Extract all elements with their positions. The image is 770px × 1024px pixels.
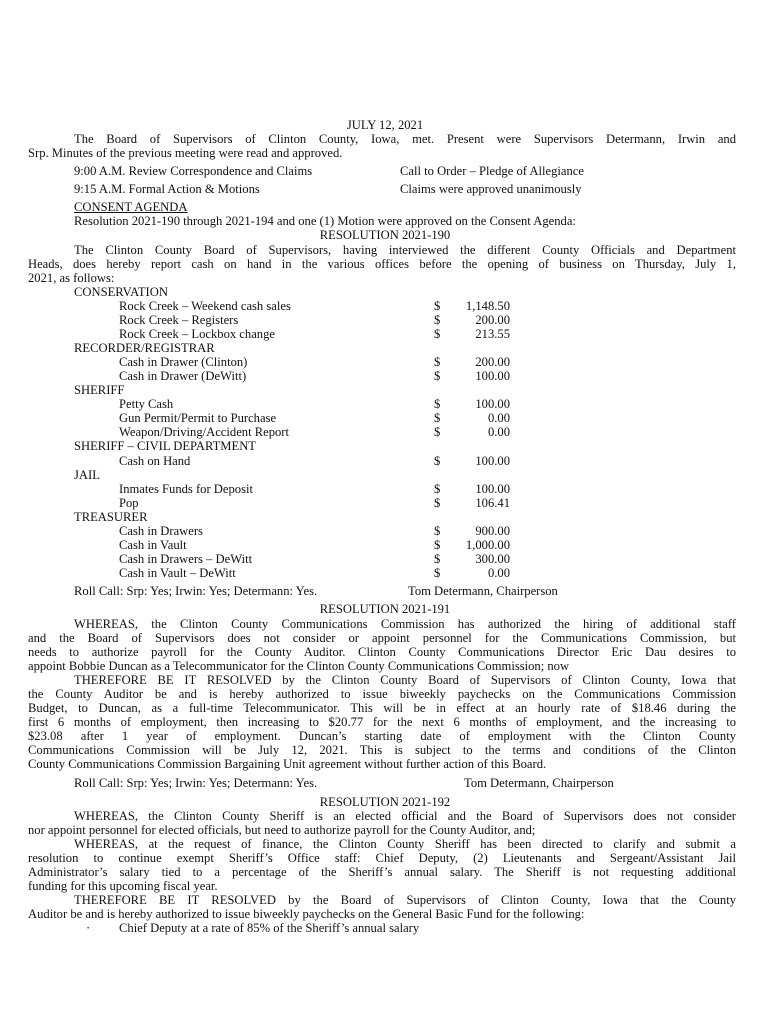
res192-line: THEREFORE BE IT RESOLVED by the Board of Supervisors of Clinton County, Iowa that the County xyxy=(74,893,736,907)
cash-item-label: Cash in Drawers – DeWitt xyxy=(119,552,253,566)
res192-line: funding for this upcoming fiscal year. xyxy=(28,879,218,893)
res191-line: THEREFORE BE IT RESOLVED by the Clinton County Board of Supervisors of Clinton County, Iowa that xyxy=(74,673,736,687)
res191-line: County Communications Commission Bargaining Unit agreement without further action of this Board. xyxy=(28,757,547,771)
consent-agenda-heading: CONSENT AGENDA xyxy=(74,200,188,214)
res191-line: the County Auditor be and is hereby authorized to issue biweekly paychecks on the Communications Commission xyxy=(28,687,736,701)
resolution-190-body-3: 2021, as follows: xyxy=(28,271,115,285)
resolution-190-body-2: Heads, does hereby report cash on hand in the various offices before the opening of business on Thursday, July 1, xyxy=(28,257,736,271)
res192-line: nor appoint personnel for elected officials, but need to authorize payroll for the County Auditor, and; xyxy=(28,823,536,837)
resolution-192-title: RESOLUTION 2021-192 xyxy=(319,795,451,809)
agenda-time-1: 9:00 A.M. Review Correspondence and Claims xyxy=(74,164,313,178)
res191-line: needs to authorize payroll for the County Auditor. Clinton County Communications Director Eric Dau desires to xyxy=(28,645,736,659)
section-jail: JAIL xyxy=(74,468,100,482)
cash-item-label: Cash in Drawer (DeWitt) xyxy=(119,369,247,383)
res191-line: WHEREAS, the Clinton County Communications Commission has authorized the hiring of additional staff xyxy=(74,617,736,631)
res191-line: and the Board of Supervisors does not consider or appoint personnel for the Communications Commission, but xyxy=(28,631,736,645)
section-treasurer: TREASURER xyxy=(74,510,148,524)
res192-line: Administrator’s salary tied to a percentage of the Sheriff’s annual salary. The Sheriff is not requesting additional xyxy=(28,865,736,879)
roll-call-190: Roll Call: Srp: Yes; Irwin: Yes; Determann: Yes. xyxy=(74,584,318,598)
res191-line: $23.08 after 1 year of employment. Duncan’s starting date of employment with the Clinton County xyxy=(28,729,736,743)
agenda-note-2: Claims were approved unanimously xyxy=(400,182,582,196)
res191-line: appoint Bobbie Duncan as a Telecommunicator for the Clinton County Communications Commission; now xyxy=(28,659,570,673)
cash-item-label: Rock Creek – Weekend cash sales xyxy=(119,299,291,313)
section-recorder-registrar: RECORDER/REGISTRAR xyxy=(74,341,215,355)
bullet-item-chief-deputy: Chief Deputy at a rate of 85% of the Sheriff’s annual salary xyxy=(119,921,420,935)
document-page: JULY 12, 2021 The Board of Supervisors of Clinton County, Iowa, met. Present were Supervisors Determann, Irwin and Srp. Minutes of the previous meeting were read and approved. 9:00 A.M. Review Correspondence and Claims Call to Order – Pledge of Allegiance 9:15 A.M. Formal Action & Motions Claims were approved unanimously CONSENT AGENDA Resolution 2021-190 through 2021-194 and one (1) Motion were approved on the Consent Agenda: RESOLUTION 2021-190 The Clinton County Board of Supervisors, having interviewed the different County Officials and Department Heads, does hereby report cash on hand in the various offices before the opening of business on Thursday, July 1, 2021, as follows: CONSERVATION Rock Creek – Weekend cash sales $ 1,148.50 Rock Creek – Registers $ 200.00 Rock Creek – Lockbox change $ 213.55 RECORDER/REGISTRAR Cash in Drawer (Clinton) $ 200.00 Cash in Drawer (DeWitt) $ 100.00 SHERIFF Petty Cash $ 100.00 Gun Permit/Permit to Purchase $ 0.00 Weapon/Driving/Accident Report $ 0.00 SHERIFF – CIVIL DEPARTMENT Cash on Hand $ 100.00 JAIL Inmates Funds for Deposit $ 100.00 Pop $ 106.41 TREASURER Cash in Drawers $ 900.00 Cash in Vault $ 1,000.00 Cash in Drawers – DeWitt $ 300.00 Cash in Vault – DeWitt $ 0.00 Roll Call: Srp: Yes; Irwin: Yes; Determann: Yes. Tom Determann, Chairperson RESOLUTION 2021-191 WHEREAS, the Clinton County Communications Commission has authorized the hiring of additional staff and the Board of Supervisors does not consider or appoint personnel for the Communications Commission, but needs to authorize payroll for the County Auditor. Clinton County Communications Director Eric Dau desires to appoint Bobbie Duncan as a Telecommunicator for the Clinton County Communications Commission; now THEREFORE BE IT RESOLVED by the Clinton County Board of Supervisors of Clinton County, Iowa that the County Auditor be and is hereby authorized to issue biweekly paychecks on the Communications Commission Budget, to Duncan, as a full-time Telecommunicator. This will be in effect at an hourly rate of $18.46 during the first 6 months of employment, then increasing to $20.77 for the next 6 months of employment, and the increasing to $23.08 after 1 year of employment. Duncan’s starting date of employment with the Clinton County Communications Commission will be July 12, 2021. This is subject to the terms and conditions of the Clinton County Communications Commission Bargaining Unit agreement without further action of this Board. Roll Call: Srp: Yes; Irwin: Yes; Determann: Yes. Tom Determann, Chairperson RESOLUTION 2021-192 WHEREAS, the Clinton County Sheriff is an elected official and the Board of Supervisors does not consider nor appoint personnel for elected officials, but need to authorize payroll for the County Auditor, and; WHEREAS, at the request of finance, the Clinton County Sheriff has been directed to clarify and submit a resolution to continue exempt Sheriff’s Office staff: Chief Deputy, (2) Lieutenants and Sergeant/Assistant Jail Administrator’s salary tied to a percentage of the Sheriff’s annual salary. The Sheriff is not requesting additional funding for this upcoming fiscal year. THEREFORE BE IT RESOLVED by the Board of Supervisors of Clinton County, Iowa that the County Auditor be and is hereby authorized to issue biweekly paychecks on the General Basic Fund for the following: · Chief Deputy at a rate of 85% of the Sheriff’s annual salary xyxy=(0,0,770,1024)
agenda-note-1: Call to Order – Pledge of Allegiance xyxy=(400,164,584,178)
res192-line: WHEREAS, the Clinton County Sheriff is an elected official and the Board of Supervisors does not consider xyxy=(74,809,736,823)
cash-item-label: Gun Permit/Permit to Purchase xyxy=(119,411,277,425)
date-heading: JULY 12, 2021 xyxy=(346,118,424,132)
cash-item-label: Cash in Vault – DeWitt xyxy=(119,566,236,580)
resolution-190-body-1: The Clinton County Board of Supervisors, having interviewed the different County Officials and Department xyxy=(74,243,736,257)
signature-191: Tom Determann, Chairperson xyxy=(464,776,614,790)
cash-item-label: Rock Creek – Lockbox change xyxy=(119,327,275,341)
intro-line-2: Srp. Minutes of the previous meeting were read and approved. xyxy=(28,146,343,160)
cash-item-label: Inmates Funds for Deposit xyxy=(119,482,253,496)
section-conservation: CONSERVATION xyxy=(74,285,168,299)
res191-line: Communications Commission will be July 12, 2021. This is subject to the terms and conditions of the Clinton xyxy=(28,743,736,757)
cash-item-label: Petty Cash xyxy=(119,397,174,411)
res191-line: first 6 months of employment, then increasing to $20.77 for the next 6 months of employment, and the increasing to xyxy=(28,715,736,729)
cash-item-label: Weapon/Driving/Accident Report xyxy=(119,425,290,439)
cash-item-label: Rock Creek – Registers xyxy=(119,313,239,327)
signature-190: Tom Determann, Chairperson xyxy=(408,584,558,598)
cash-item-label: Cash in Drawers xyxy=(119,524,203,538)
intro-line-1: The Board of Supervisors of Clinton County, Iowa, met. Present were Supervisors Determann, Irwin and xyxy=(74,132,736,146)
section-sheriff: SHERIFF xyxy=(74,383,125,397)
cash-item-label: Cash in Vault xyxy=(119,538,187,552)
res192-line: WHEREAS, at the request of finance, the Clinton County Sheriff has been directed to clarify and submit a xyxy=(74,837,736,851)
consent-agenda-text: Resolution 2021-190 through 2021-194 and one (1) Motion were approved on the Consent Agenda: xyxy=(74,214,576,228)
res192-line: resolution to continue exempt Sheriff’s Office staff: Chief Deputy, (2) Lieutenants and Sergeant/Assistant Jail xyxy=(28,851,736,865)
roll-call-191: Roll Call: Srp: Yes; Irwin: Yes; Determann: Yes. xyxy=(74,776,318,790)
bullet-icon: · xyxy=(86,921,91,935)
section-sheriff-civil: SHERIFF – CIVIL DEPARTMENT xyxy=(74,439,256,453)
resolution-190-title: RESOLUTION 2021-190 xyxy=(319,228,451,242)
cash-item-label: Cash on Hand xyxy=(119,454,191,468)
resolution-191-title: RESOLUTION 2021-191 xyxy=(319,602,451,616)
cash-item-label: Pop xyxy=(119,496,139,510)
cash-item-label: Cash in Drawer (Clinton) xyxy=(119,355,248,369)
res192-line: Auditor be and is hereby authorized to issue biweekly paychecks on the General Basic Fund for the following: xyxy=(28,907,585,921)
res191-line: Budget, to Duncan, as a full-time Telecommunicator. This will be in effect at an hourly rate of $18.46 during the xyxy=(28,701,736,715)
agenda-time-2: 9:15 A.M. Formal Action & Motions xyxy=(74,182,260,196)
